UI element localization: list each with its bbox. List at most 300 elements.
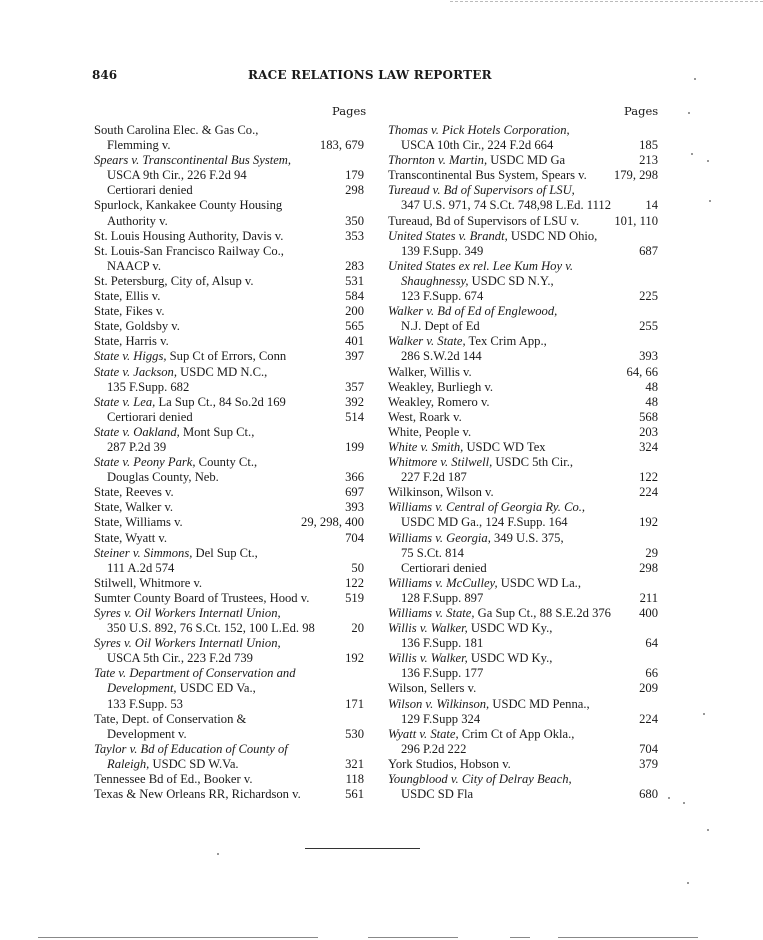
case-name-line — [94, 123, 364, 138]
case-name-line — [388, 531, 658, 546]
index-entry — [94, 772, 364, 787]
case-name-line — [94, 636, 364, 651]
entry-text: Spears v. Transcontinental Bus System, — [94, 153, 292, 168]
citation-line — [388, 319, 658, 334]
page-reference: 64, 66 — [626, 364, 658, 379]
page-reference: 224 — [639, 711, 658, 726]
case-name-line — [388, 183, 658, 198]
case-name-line — [388, 606, 658, 621]
scan-speck — [707, 160, 709, 162]
page-reference: 397 — [345, 349, 364, 364]
index-entry — [94, 666, 364, 711]
page-reference: 514 — [345, 409, 364, 424]
case-name-line — [388, 259, 658, 274]
page-reference: 29 — [645, 545, 658, 560]
index-entry — [388, 123, 658, 153]
entry-text: 227 F.2d 187 — [401, 470, 467, 485]
index-entry — [388, 365, 658, 380]
page-number: 846 — [92, 68, 118, 82]
entry-text: State, Goldsby v. — [94, 319, 180, 334]
scan-bottom-edge — [510, 937, 530, 938]
page-reference: 697 — [345, 485, 364, 500]
index-entry — [94, 531, 364, 546]
page-reference: 519 — [345, 590, 364, 605]
case-name-line — [94, 244, 364, 259]
citation-line — [388, 289, 658, 304]
page-reference: 20 — [351, 621, 364, 636]
page-reference: 192 — [345, 651, 364, 666]
entry-text: Williams v. State, Ga Sup Ct., 88 S.E.2d 376 — [388, 606, 611, 620]
citation-line — [388, 244, 658, 259]
case-name-line — [388, 440, 658, 455]
page-reference: 530 — [345, 726, 364, 741]
citation-line — [388, 591, 658, 606]
page-reference: 199 — [345, 439, 364, 454]
case-name-line — [388, 455, 658, 470]
citation-line — [388, 138, 658, 153]
case-name-line — [388, 304, 658, 319]
case-name-line — [388, 500, 658, 515]
page-reference: 400 — [639, 606, 658, 620]
entry-text: Tate, Dept. of Conservation & — [94, 711, 247, 726]
index-entry — [388, 410, 658, 425]
index-entry — [94, 334, 364, 349]
pages-label-left: Pages — [332, 104, 367, 118]
closing-rule — [305, 848, 420, 849]
case-name-line — [94, 742, 364, 757]
citation-line — [388, 742, 658, 757]
case-name-line — [94, 334, 364, 349]
entry-text: Willis v. Walker, USDC WD Ky., — [388, 651, 553, 666]
page-reference: 353 — [345, 228, 364, 243]
scan-speck — [683, 802, 685, 804]
entry-text: Steiner v. Simmons, Del Sup Ct., — [94, 545, 258, 560]
scan-speck — [687, 882, 689, 884]
index-column-right — [388, 123, 658, 802]
page-reference: 704 — [639, 741, 658, 756]
entry-text: USCA 10th Cir., 224 F.2d 664 — [401, 138, 554, 153]
index-entry — [388, 229, 658, 259]
case-name-line — [388, 153, 658, 168]
entry-text: Wilson v. Wilkinson, USDC MD Penna., — [388, 696, 590, 711]
case-name-line — [94, 515, 364, 530]
index-entry — [388, 214, 658, 229]
entry-text: 128 F.Supp. 897 — [401, 590, 484, 605]
entry-text: Williams v. Central of Georgia Ry. Co., — [388, 500, 586, 515]
page-reference: 213 — [639, 153, 658, 168]
case-name-line — [388, 485, 658, 500]
index-entry — [94, 606, 364, 636]
entry-text: 136 F.Supp. 181 — [401, 636, 484, 651]
entry-text: Tureaud v. Bd of Supervisors of LSU, — [388, 183, 575, 198]
index-entry — [94, 153, 364, 198]
citation-line — [94, 214, 364, 229]
entry-text: 75 S.Ct. 814 — [401, 545, 464, 560]
page-reference: 179 — [345, 168, 364, 183]
page-reference: 366 — [345, 470, 364, 485]
case-name-line — [94, 319, 364, 334]
page-reference: 401 — [345, 334, 364, 349]
page-reference: 122 — [639, 470, 658, 485]
entry-text: 111 A.2d 574 — [107, 560, 175, 575]
citation-line — [94, 727, 364, 742]
index-entry — [94, 515, 364, 530]
entry-text: White, People v. — [388, 424, 472, 439]
entry-text: USCA 5th Cir., 223 F.2d 739 — [107, 651, 253, 666]
entry-text: State v. Oakland, Mont Sup Ct., — [94, 424, 255, 439]
citation-line — [388, 546, 658, 561]
index-entry — [388, 651, 658, 681]
page-reference: 224 — [639, 485, 658, 500]
pages-label-right: Pages — [624, 104, 659, 118]
page-reference: 393 — [639, 349, 658, 364]
case-name-line — [388, 229, 658, 244]
entry-text: Sumter County Board of Trustees, Hood v. — [94, 590, 310, 605]
entry-text: Walker v. Bd of Ed of Englewood, — [388, 304, 558, 319]
case-name-line — [388, 681, 658, 696]
entry-text: York Studios, Hobson v. — [388, 756, 511, 771]
entry-text: 133 F.Supp. 53 — [107, 696, 183, 711]
page-reference: 357 — [345, 379, 364, 394]
entry-text: Douglas County, Neb. — [107, 470, 219, 485]
page-reference: 200 — [345, 304, 364, 319]
case-name-line — [94, 349, 364, 364]
case-name-line — [388, 410, 658, 425]
page-reference: 183, 679 — [319, 138, 364, 153]
index-entry — [94, 289, 364, 304]
index-entry — [94, 123, 364, 153]
page-reference: 680 — [639, 787, 658, 802]
page-reference: 209 — [639, 681, 658, 696]
entry-text: Weakley, Romero v. — [388, 394, 490, 409]
citation-line — [388, 712, 658, 727]
index-entry — [388, 440, 658, 455]
case-name-line — [388, 395, 658, 410]
entry-text: 347 U.S. 971, 74 S.Ct. 748,98 L.Ed. 1112 — [401, 198, 612, 213]
entry-text: State, Williams v. — [94, 515, 183, 530]
page-reference: 379 — [639, 756, 658, 771]
case-name-line — [388, 651, 658, 666]
case-name-line — [94, 576, 364, 591]
entry-text: State v. Peony Park, County Ct., — [94, 455, 258, 470]
entry-text: Raleigh, USDC SD W.Va. — [107, 756, 239, 771]
entry-text: State, Harris v. — [94, 334, 169, 349]
entry-text: State, Walker v. — [94, 500, 174, 515]
entry-text: State v. Higgs, Sup Ct of Errors, Conn — [94, 349, 287, 364]
index-entry — [94, 636, 364, 666]
entry-text: NAACP v. — [107, 258, 161, 273]
page-reference: 324 — [639, 439, 658, 454]
index-entry — [388, 727, 658, 757]
page-reference: 48 — [645, 394, 658, 409]
citation-line — [94, 138, 364, 153]
entry-text: 350 U.S. 892, 76 S.Ct. 152, 100 L.Ed. 98 — [107, 621, 315, 636]
citation-line — [94, 470, 364, 485]
index-entry — [388, 757, 658, 772]
case-name-line — [388, 697, 658, 712]
entry-text: Syres v. Oil Workers Internatl Union, — [94, 606, 281, 620]
entry-text: Williams v. McCulley, USDC WD La., — [388, 575, 581, 590]
index-entry — [388, 455, 658, 485]
index-entry — [94, 500, 364, 515]
index-entry — [94, 576, 364, 591]
page-reference: 29, 298, 400 — [301, 515, 364, 530]
case-name-line — [388, 757, 658, 772]
entry-text: Taylor v. Bd of Education of County of — [94, 741, 288, 756]
index-entry — [94, 546, 364, 576]
case-name-line — [388, 168, 658, 183]
scan-top-edge — [450, 1, 763, 2]
entry-text: St. Louis-San Francisco Railway Co., — [94, 243, 284, 258]
scan-speck — [217, 853, 219, 855]
case-name-line — [94, 531, 364, 546]
citation-line — [94, 410, 364, 425]
scan-speck — [688, 112, 690, 114]
citation-line — [388, 787, 658, 802]
page-reference: 255 — [639, 319, 658, 334]
page-reference: 48 — [645, 379, 658, 394]
index-entry — [388, 304, 658, 334]
index-entry — [94, 274, 364, 289]
case-name-line — [94, 304, 364, 319]
case-name-line — [94, 229, 364, 244]
entry-text: Tureaud, Bd of Supervisors of LSU v. — [388, 213, 580, 228]
index-entry — [388, 531, 658, 576]
page-reference: 565 — [345, 319, 364, 334]
entry-text: South Carolina Elec. & Gas Co., — [94, 123, 259, 137]
entry-text: State, Ellis v. — [94, 289, 161, 304]
index-entry — [388, 183, 658, 213]
case-name-line — [388, 727, 658, 742]
page-reference: 192 — [639, 515, 658, 530]
entry-text: Transcontinental Bus System, Spears v. — [388, 168, 587, 183]
case-name-line — [388, 576, 658, 591]
citation-line — [388, 636, 658, 651]
entry-text: Whitmore v. Stilwell, USDC 5th Cir., — [388, 455, 574, 470]
entry-text: United States v. Brandt, USDC ND Ohio, — [388, 228, 598, 243]
entry-text: Thornton v. Martin, USDC MD Ga — [388, 153, 566, 168]
citation-line — [388, 666, 658, 681]
case-name-line — [94, 546, 364, 561]
entry-text: Willis v. Walker, USDC WD Ky., — [388, 621, 553, 636]
citation-line — [388, 561, 658, 576]
entry-text: Thomas v. Pick Hotels Corporation, — [388, 123, 570, 137]
case-name-line — [94, 606, 364, 621]
case-name-line — [94, 455, 364, 470]
scan-speck — [709, 200, 711, 202]
index-entry — [388, 500, 658, 530]
page-reference: 350 — [345, 213, 364, 228]
case-name-line — [94, 365, 364, 380]
entry-text: Development, USDC ED Va., — [107, 681, 256, 696]
running-head-title: RACE RELATIONS LAW REPORTER — [248, 68, 492, 82]
citation-line — [94, 561, 364, 576]
entry-text: St. Petersburg, City of, Alsup v. — [94, 273, 254, 288]
page-reference: 568 — [639, 409, 658, 424]
citation-line — [94, 757, 364, 772]
entry-text: Weakley, Burliegh v. — [388, 379, 494, 394]
page-reference: 14 — [645, 198, 658, 213]
citation-line — [388, 274, 658, 289]
entry-text: Williams v. Georgia, 349 U.S. 375, — [388, 530, 564, 545]
index-entry — [94, 591, 364, 606]
index-entry — [94, 455, 364, 485]
entry-text: 286 S.W.2d 144 — [401, 349, 482, 364]
page-reference: 531 — [345, 273, 364, 288]
entry-text: Certiorari denied — [107, 409, 193, 424]
page-reference: 687 — [639, 243, 658, 258]
entry-text: State, Wyatt v. — [94, 530, 168, 545]
page-reference: 64 — [645, 636, 658, 651]
page-reference: 66 — [645, 666, 658, 681]
index-entry — [388, 259, 658, 304]
scan-speck — [691, 153, 693, 155]
index-entry — [94, 787, 364, 802]
entry-text: St. Louis Housing Authority, Davis v. — [94, 228, 284, 243]
index-entry — [94, 712, 364, 742]
case-name-line — [94, 153, 364, 168]
entry-text: Wyatt v. State, Crim Ct of App Okla., — [388, 726, 575, 741]
page-reference: 225 — [639, 289, 658, 304]
page-reference: 584 — [345, 289, 364, 304]
citation-line — [94, 259, 364, 274]
entry-text: Certiorari denied — [107, 183, 193, 198]
citation-line — [388, 515, 658, 530]
index-entry — [94, 395, 364, 425]
page-reference: 203 — [639, 424, 658, 439]
index-entry — [94, 742, 364, 772]
citation-line — [94, 697, 364, 712]
case-name-line — [94, 425, 364, 440]
index-entry — [94, 349, 364, 364]
page-reference: 704 — [345, 530, 364, 545]
entry-text: 123 F.Supp. 674 — [401, 289, 484, 304]
entry-text: Tate v. Department of Conservation and — [94, 666, 296, 681]
entry-text: Shaughnessy, USDC SD N.Y., — [401, 273, 554, 288]
entry-text: 135 F.Supp. 682 — [107, 379, 190, 394]
page-reference: 561 — [345, 787, 364, 802]
case-name-line — [388, 123, 658, 138]
case-name-line — [94, 712, 364, 727]
case-name-line — [94, 591, 364, 606]
scan-speck — [707, 829, 709, 831]
citation-line — [388, 349, 658, 364]
entry-text: USDC MD Ga., 124 F.Supp. 164 — [401, 515, 568, 530]
index-entry — [388, 380, 658, 395]
case-name-line — [94, 289, 364, 304]
entry-text: 296 P.2d 222 — [401, 741, 467, 756]
index-entry — [388, 606, 658, 621]
entry-text: USDC SD Fla — [401, 787, 474, 802]
citation-line — [94, 380, 364, 395]
case-name-line — [94, 666, 364, 681]
page-reference: 101, 110 — [614, 213, 658, 228]
case-name-line — [94, 787, 364, 802]
scan-speck — [668, 797, 670, 799]
entry-text: Syres v. Oil Workers Internatl Union, — [94, 636, 281, 651]
index-entry — [94, 425, 364, 455]
entry-text: State, Fikes v. — [94, 304, 165, 319]
entry-text: Youngblood v. City of Delray Beach, — [388, 772, 572, 787]
index-column-left — [94, 123, 364, 802]
citation-line — [94, 168, 364, 183]
page-reference: 393 — [345, 500, 364, 515]
case-name-line — [94, 198, 364, 213]
entry-text: White v. Smith, USDC WD Tex — [388, 439, 546, 454]
page-reference: 298 — [639, 560, 658, 575]
case-name-line — [94, 274, 364, 289]
page-reference: 298 — [345, 183, 364, 198]
entry-text: State v. Lea, La Sup Ct., 84 So.2d 169 — [94, 394, 286, 409]
page-reference: 185 — [639, 138, 658, 153]
citation-line — [388, 198, 658, 213]
case-name-line — [388, 772, 658, 787]
entry-text: Tennessee Bd of Ed., Booker v. — [94, 772, 253, 787]
entry-text: 139 F.Supp. 349 — [401, 243, 484, 258]
citation-line — [94, 681, 364, 696]
index-entry — [94, 304, 364, 319]
page-reference: 122 — [345, 575, 364, 590]
entry-text: USCA 9th Cir., 226 F.2d 94 — [107, 168, 247, 183]
index-entry — [94, 365, 364, 395]
index-entry — [388, 697, 658, 727]
index-entry — [388, 334, 658, 364]
citation-line — [94, 651, 364, 666]
entry-text: Walker v. State, Tex Crim App., — [388, 334, 547, 349]
case-name-line — [94, 485, 364, 500]
index-entry — [94, 485, 364, 500]
page-reference: 179, 298 — [613, 168, 658, 183]
entry-text: Flemming v. — [107, 138, 171, 153]
index-entry — [388, 168, 658, 183]
entry-text: State v. Jackson, USDC MD N.C., — [94, 364, 268, 379]
scan-bottom-edge — [368, 937, 458, 938]
case-name-line — [94, 395, 364, 410]
entry-text: Development v. — [107, 726, 187, 741]
case-name-line — [388, 365, 658, 380]
index-entry — [388, 681, 658, 696]
index-entry — [94, 229, 364, 244]
page-reference: 171 — [345, 696, 364, 711]
index-entry — [388, 621, 658, 651]
entry-text: 287 P.2d 39 — [107, 439, 167, 454]
entry-text: State, Reeves v. — [94, 485, 174, 500]
page-reference: 283 — [345, 258, 364, 273]
case-name-line — [388, 380, 658, 395]
entry-text: N.J. Dept of Ed — [401, 319, 480, 334]
case-name-line — [388, 425, 658, 440]
page-reference: 321 — [345, 756, 364, 771]
scan-speck — [703, 713, 705, 715]
index-entry — [94, 244, 364, 274]
case-name-line — [388, 214, 658, 229]
entry-text: Certiorari denied — [401, 560, 487, 575]
index-entry — [388, 153, 658, 168]
page-reference: 118 — [345, 772, 364, 787]
entry-text: Wilson, Sellers v. — [388, 681, 477, 696]
entry-text: Texas & New Orleans RR, Richardson v. — [94, 787, 301, 802]
entry-text: United States ex rel. Lee Kum Hoy v. — [388, 258, 574, 273]
scan-bottom-edge — [38, 937, 318, 938]
entry-text: 136 F.Supp. 177 — [401, 666, 484, 681]
entry-text: 129 F.Supp 324 — [401, 711, 481, 726]
case-name-line — [388, 621, 658, 636]
entry-text: Walker, Willis v. — [388, 364, 472, 379]
citation-line — [388, 470, 658, 485]
citation-line — [94, 440, 364, 455]
citation-line — [94, 621, 364, 636]
page-reference: 211 — [639, 590, 658, 605]
